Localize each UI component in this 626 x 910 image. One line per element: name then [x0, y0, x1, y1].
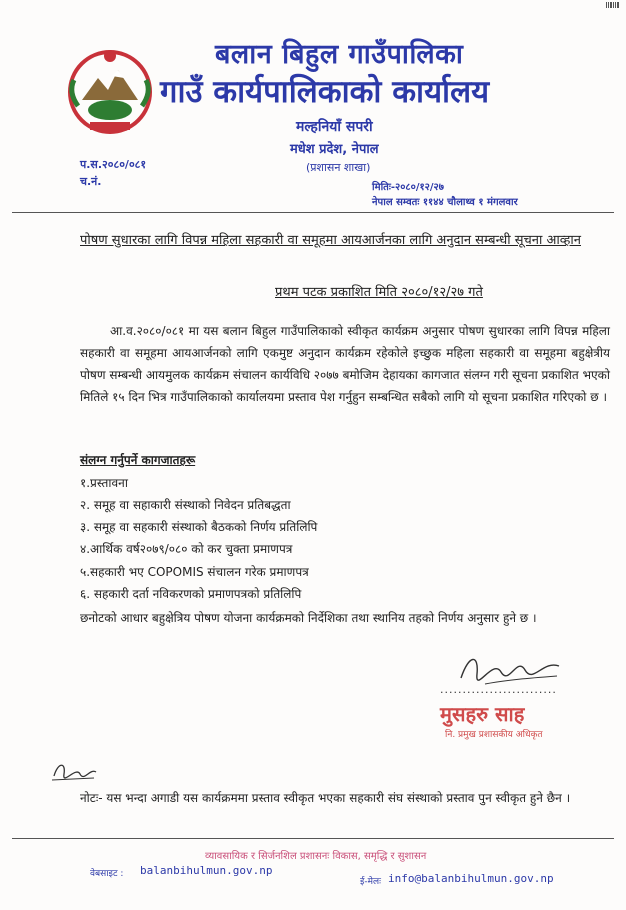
nepal-samvat-date: नेपाल सम्वतः ११४४ चौलाथ्व १ मंगलवार — [372, 197, 518, 208]
document-item: १.प्रस्तावना — [80, 476, 128, 490]
office-location: मल्हनियाँ सपरी — [296, 119, 373, 135]
document-item: २. समूह वा सहाकारी संस्थाको निवेदन प्रतिबद्धता — [80, 498, 291, 512]
dispatch-number: च.नं. — [80, 175, 102, 188]
notice-body: आ.व.२०८०/०८१ मा यस बलान बिहुल गाउँपालिकाको स्वीकृत कार्यक्रम अनुसार पोषण सुधारका लागि विपन्न महिला सहकारी वा समूहमा आयआर्जनको लागि एकमुष्ट अनुदान कार्यक्रम रहेकोले इच्छुक महिला सहकारी वा समूहमा बहुक्षेत्रीय पोषण सम्बन्धी आयमुलक कार्यक्रम संचालन कार्यविधि २०७७ बमोजिम देहायका कागजात संलग्न गरी सूचना प्रकाशित भएको मितिले १५ दिन भित्र गाउँपालिकाको कार्यालयमा प्रस्ताव पेश गर्नुहुन सम्बन्धित सबैको लागि यो सूचना प्रकाशित गरिएको छ । — [80, 324, 610, 404]
notice-note: नोटः- यस भन्दा अगाडी यस कार्यक्रममा प्रस्ताव स्वीकृत भएका सहकारी संघ संस्थाको प्रस्ताव पुन स्वीकृत हुने छैन । — [80, 791, 571, 805]
reference-number: प.स.२०८०/०८१ — [80, 158, 147, 171]
website-label: वेबसाइट : — [90, 869, 124, 879]
branch-name: (प्रशासन शाखा) — [306, 161, 371, 174]
issue-date: मितिः-२०८०/१२/२७ — [372, 182, 444, 193]
officer-stamp-role: नि. प्रमुख प्रशासकीय अधिकृत — [445, 730, 543, 740]
document-item: ४.आर्थिक वर्ष२०७९/०८० को कर चुक्ता प्रमाणपत्र — [80, 542, 293, 556]
nepal-emblem-icon — [60, 40, 160, 140]
selection-criteria: छनोटको आधार बहुक्षेत्रिय पोषण योजना कार्यक्रमको निर्देशिका तथा स्थानिय तहको निर्णय अनुसार हुने छ । — [80, 611, 537, 625]
header-divider — [12, 212, 614, 213]
signature-line: .......................... — [440, 683, 557, 696]
province-name: मधेश प्रदेश, नेपाल — [290, 142, 379, 157]
office-name: गाउँ कार्यपालिकाको कार्यालय — [160, 74, 490, 110]
document-item: ५.सहकारी भए COPOMIS संचालन गरेक प्रमाणपत्र — [80, 565, 309, 579]
document-item: ३. समूह वा सहकारी संस्थाको बैठकको निर्णय प्रतिलिपि — [80, 520, 318, 534]
municipality-name: बलान बिहुल गाउँपालिका — [215, 39, 464, 70]
documents-heading: संलग्न गर्नुपर्ने कागजातहरू — [80, 453, 196, 467]
footer-motto: व्यावसायिक र सिर्जनशिल प्रशासनः विकास, समृद्धि र सुशासन — [205, 851, 427, 862]
barcode-icon — [606, 2, 620, 8]
email-link[interactable]: info@balanbihulmun.gov.np — [388, 872, 554, 885]
footer-divider — [12, 838, 614, 839]
first-published-date: प्रथम पटक प्रकाशित मिति २०८०/१२/२७ गते — [275, 285, 483, 300]
website-link[interactable]: balanbihulmun.gov.np — [140, 864, 273, 877]
initials-icon — [50, 758, 100, 783]
document-item: ६. सहकारी दर्ता नविकरणको प्रमाणपत्रको प्रतिलिपि — [80, 587, 302, 601]
email-label: ई-मेलः — [360, 877, 381, 887]
notice-subject: पोषण सुधारका लागि विपन्न महिला सहकारी वा समूहमा आयआर्जनका लागि अनुदान सम्बन्धी सूचना आव्हान — [80, 233, 581, 248]
officer-stamp-name: मुसहरु साह — [440, 702, 525, 726]
